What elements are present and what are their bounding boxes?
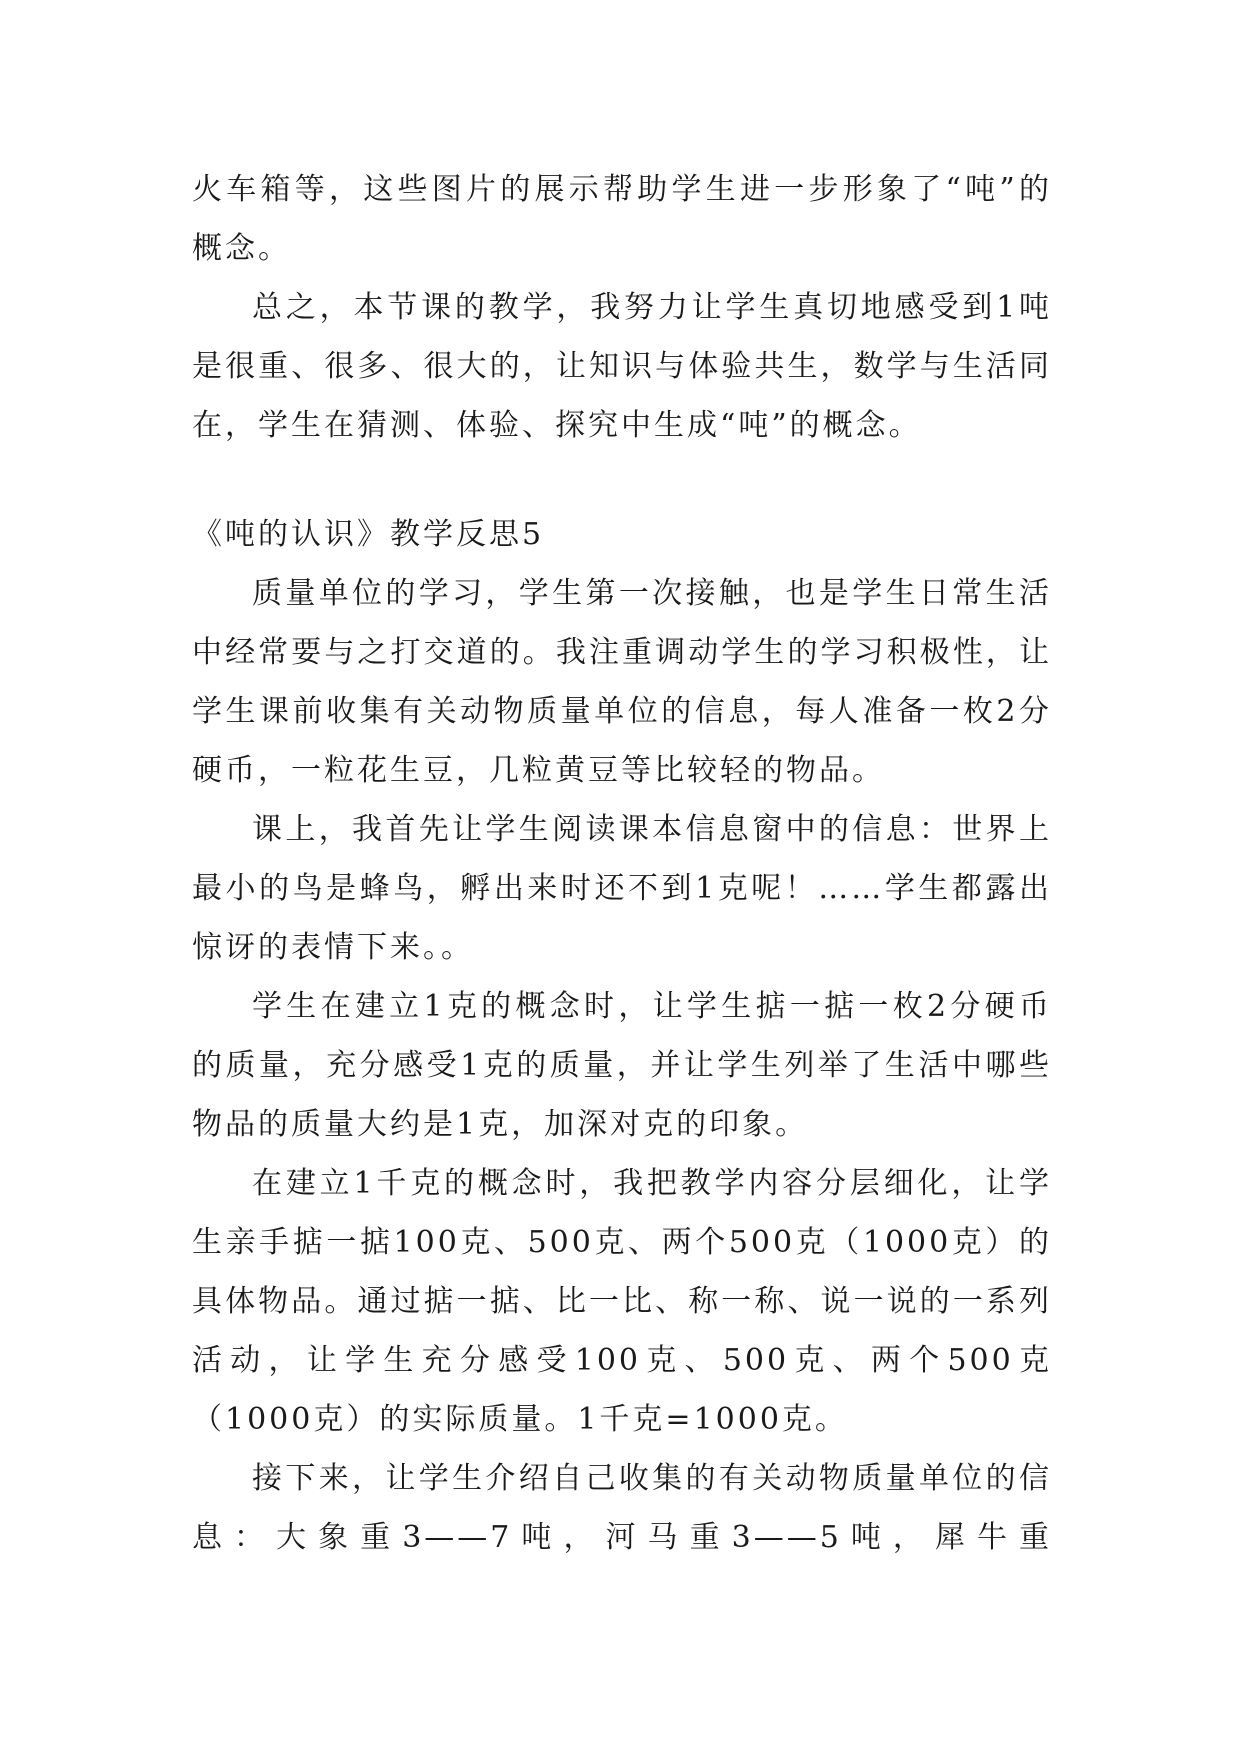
document-body: [192, 160, 1052, 1567]
paragraph: 在建立1千克的概念时，我把教学内容分层细化，让学生亲手掂一掂100克、500克、两个500克（1000克）的具体物品。通过掂一掂、比一比、称一称、说一说的一系列活动，让学生充分感受100克、500克、两个500克（1000克）的实际质量。1千克=1000克。: [192, 1166, 1052, 1437]
paragraph: 课上，我首先让学生阅读课本信息窗中的信息：世界上最小的鸟是蜂鸟，孵出来时还不到1克呢！……学生都露出惊讶的表情下来。。: [192, 812, 1052, 965]
summary-paragraph: 总之，本节课的教学，我努力让学生真切地感受到1吨是很重、很多、很大的，让知识与体验共生，数学与生活同在，学生在猜测、体验、探究中生成“吨”的概念。: [192, 290, 1052, 443]
paragraph: 学生在建立1克的概念时，让学生掂一掂一枚2分硬币的质量，充分感受1克的质量，并让学生列举了生活中哪些物品的质量大约是1克，加深对克的印象。: [192, 989, 1052, 1142]
paragraph: 接下来，让学生介绍自己收集的有关动物质量单位的信息：大象重3——7吨，河马重3——5吨，犀牛重: [192, 1461, 1052, 1555]
paragraph: 质量单位的学习，学生第一次接触，也是学生日常生活中经常要与之打交道的。我注重调动学生的学习积极性，让学生课前收集有关动物质量单位的信息，每人准备一枚2分硬币，一粒花生豆，几粒黄豆等比较轻的物品。: [192, 576, 1052, 788]
section-heading: 《吨的认识》教学反思5: [192, 517, 545, 552]
continued-paragraph: 火车箱等，这些图片的展示帮助学生进一步形象了“吨”的概念。: [192, 172, 1052, 266]
